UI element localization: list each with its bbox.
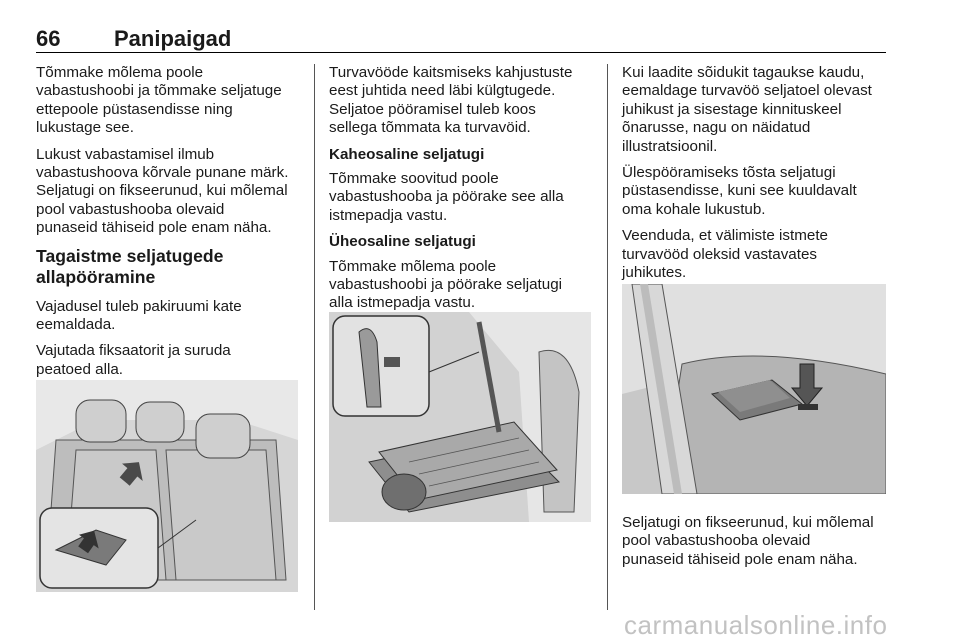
paragraph: Vajutada fiksaatorit ja suruda peatoed alla.: [36, 342, 231, 378]
subheading: Üheosaline seljatugi: [329, 233, 476, 251]
section-heading: Tagaistme seljatugede allapööramine: [36, 245, 224, 287]
paragraph: Turvavööde kaitsmiseks kahjustuste eest juhtida need läbi külgtugede. Seljatoe pööramisel tuleb koos sellega tõmmata ka turvavöid.: [329, 64, 573, 137]
subheading: Kaheosaline seljatugi: [329, 145, 485, 163]
column-divider: [314, 64, 315, 610]
folded-seatback-illustration: [329, 312, 591, 522]
page-header: [36, 26, 886, 53]
paragraph: Tõmmake mõlema poole vabastushoobi ja pöörake seljatugi alla istmepadja vastu.: [329, 257, 563, 312]
column-2: [329, 64, 595, 321]
page-number: 66: [36, 26, 61, 51]
paragraph: Vajadusel tuleb pakiruumi kate eemaldada.: [36, 297, 242, 334]
paragraph: Tõmmake soovitud poole vabastushooba ja pöörake see alla istmepadja vastu.: [329, 170, 564, 224]
column-divider: [607, 64, 608, 610]
column-3-bottom: [622, 514, 890, 577]
watermark: carmanualsonline.info: [624, 610, 888, 640]
paragraph: Tõmmake mõlema poole vabastushoobi ja tõmmake seljatuge ettepoole püstasendisse ning lukustage see.: [36, 64, 282, 137]
column-3: [622, 64, 890, 290]
page-title: Panipaigad: [114, 26, 232, 51]
seatbelt-guide-illustration: [622, 284, 886, 494]
rear-seat-headrests-illustration: [36, 380, 298, 592]
paragraph: Veenduda, et välimiste istmete turvavööd oleksid vastavates juhikutes.: [622, 227, 828, 282]
paragraph: Lukust vabastamisel ilmub vabastushoova kõrvale punane märk. Seljatugi on fikseerunud, kui mõlemal pool vabastushooba olevaid punaseid tähiseid pole enam näha.: [36, 145, 289, 237]
paragraph: Ülespööramiseks tõsta seljatugi püstasendisse, kuni see kuuldavalt oma kohale lukustub.: [622, 164, 857, 218]
column-1: [36, 64, 300, 387]
paragraph: Kui laadite sõidukit tagaukse kaudu, eemaldage turvavöö seljatoel olevast juhikust ja sisestage kinnituskeel õnarusse, nagu on näidatud illustratsioonil.: [622, 64, 872, 155]
paragraph: Seljatugi on fikseerunud, kui mõlemal pool vabastushooba olevaid punaseid tähiseid pole enam näha.: [622, 514, 874, 568]
